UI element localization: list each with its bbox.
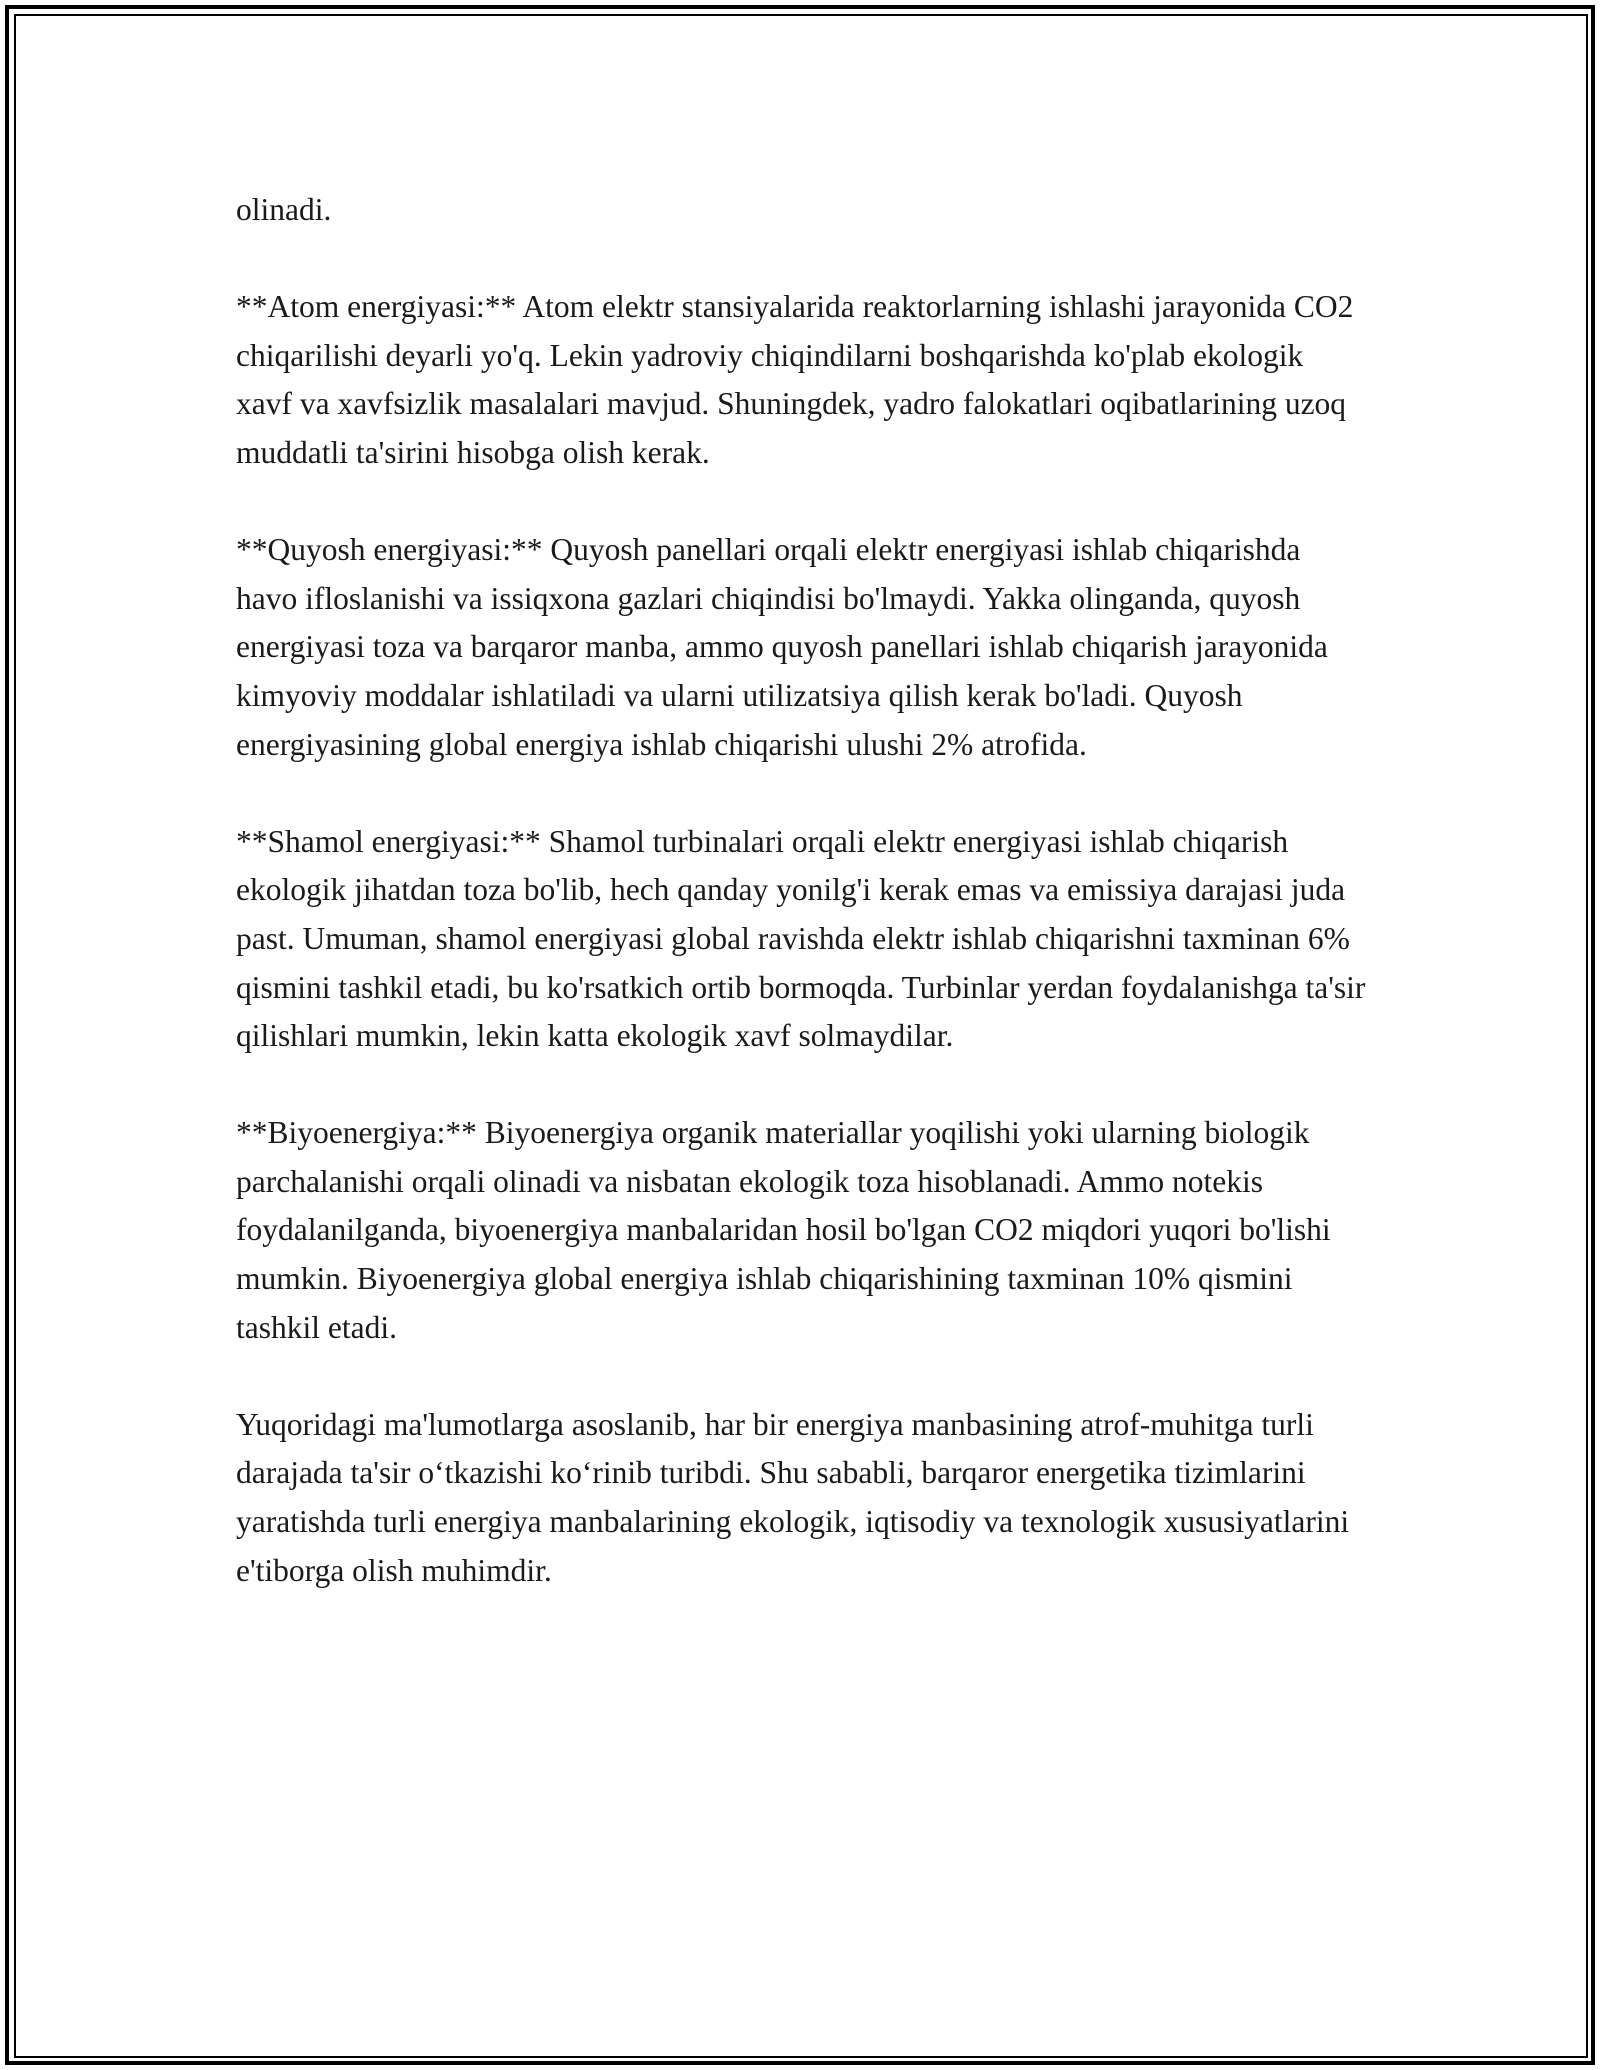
document-body xyxy=(236,186,1366,1595)
paragraph-conclusion: Yuqoridagi ma'lumotlarga asoslanib, har bir energiya manbasining atrof-muhitga turli darajada ta'sir o‘tkazishi ko‘rinib turibdi. Shu sababli, barqaror energetika tizimlarini yaratishda turli energiya manbalarining ekologik, iqtisodiy va texnologik xususiyatlarini e'tiborga olish muhimdir. xyxy=(236,1406,1350,1588)
paragraph-atom-energy: **Atom energiyasi:** Atom elektr stansiyalarida reaktorlarning ishlashi jarayonida CO2 chiqarilishi deyarli yo'q. Lekin yadroviy chiqindilarni boshqarishda ko'plab ekologik xavf va xavfsizlik masalalari mavjud. Shuningdek, yadro falokatlari oqibatlarining uzoq muddatli ta'sirini hisobga olish kerak. xyxy=(236,289,1354,470)
paragraph-solar-energy: **Quyosh energiyasi:** Quyosh panellari orqali elektr energiyasi ishlab chiqarishda havo ifloslanishi va issiqxona gazlari chiqindisi bo'lmaydi. Yakka olinganda, quyosh energiyasi toza va barqaror manba, ammo quyosh panellari ishlab chiqarish jarayonida kimyoviy moddalar ishlatiladi va ularni utilizatsiya qilish kerak bo'ladi. Quyosh energiyasining global energiya ishlab chiqarishi ulushi 2% atrofida. xyxy=(236,532,1328,762)
paragraph-wind-energy: **Shamol energiyasi:** Shamol turbinalari orqali elektr energiyasi ishlab chiqarish ekologik jihatdan toza bo'lib, hech qanday yonilg'i kerak emas va emissiya darajasi juda past. Umuman, shamol energiyasi global ravishda elektr ishlab chiqarishni taxminan 6% qismini tashkil etadi, bu ko'rsatkich ortib bormoqda. Turbinlar yerdan foydalanishga ta'sir qilishlari mumkin, lekin katta ekologik xavf solmaydilar. xyxy=(236,823,1366,1054)
paragraph-bioenergy: **Biyoenergiya:** Biyoenergiya organik materiallar yoqilishi yoki ularning biologik parchalanishi orqali olinadi va nisbatan ekologik toza hisoblanadi. Ammo notekis foydalanilganda, biyoenergiya manbalaridan hosil bo'lgan CO2 miqdori yuqori bo'lishi mumkin. Biyoenergiya global energiya ishlab chiqarishining taxminan 10% qismini tashkil etadi. xyxy=(236,1115,1331,1345)
paragraph-continuation: olinadi. xyxy=(236,192,332,227)
